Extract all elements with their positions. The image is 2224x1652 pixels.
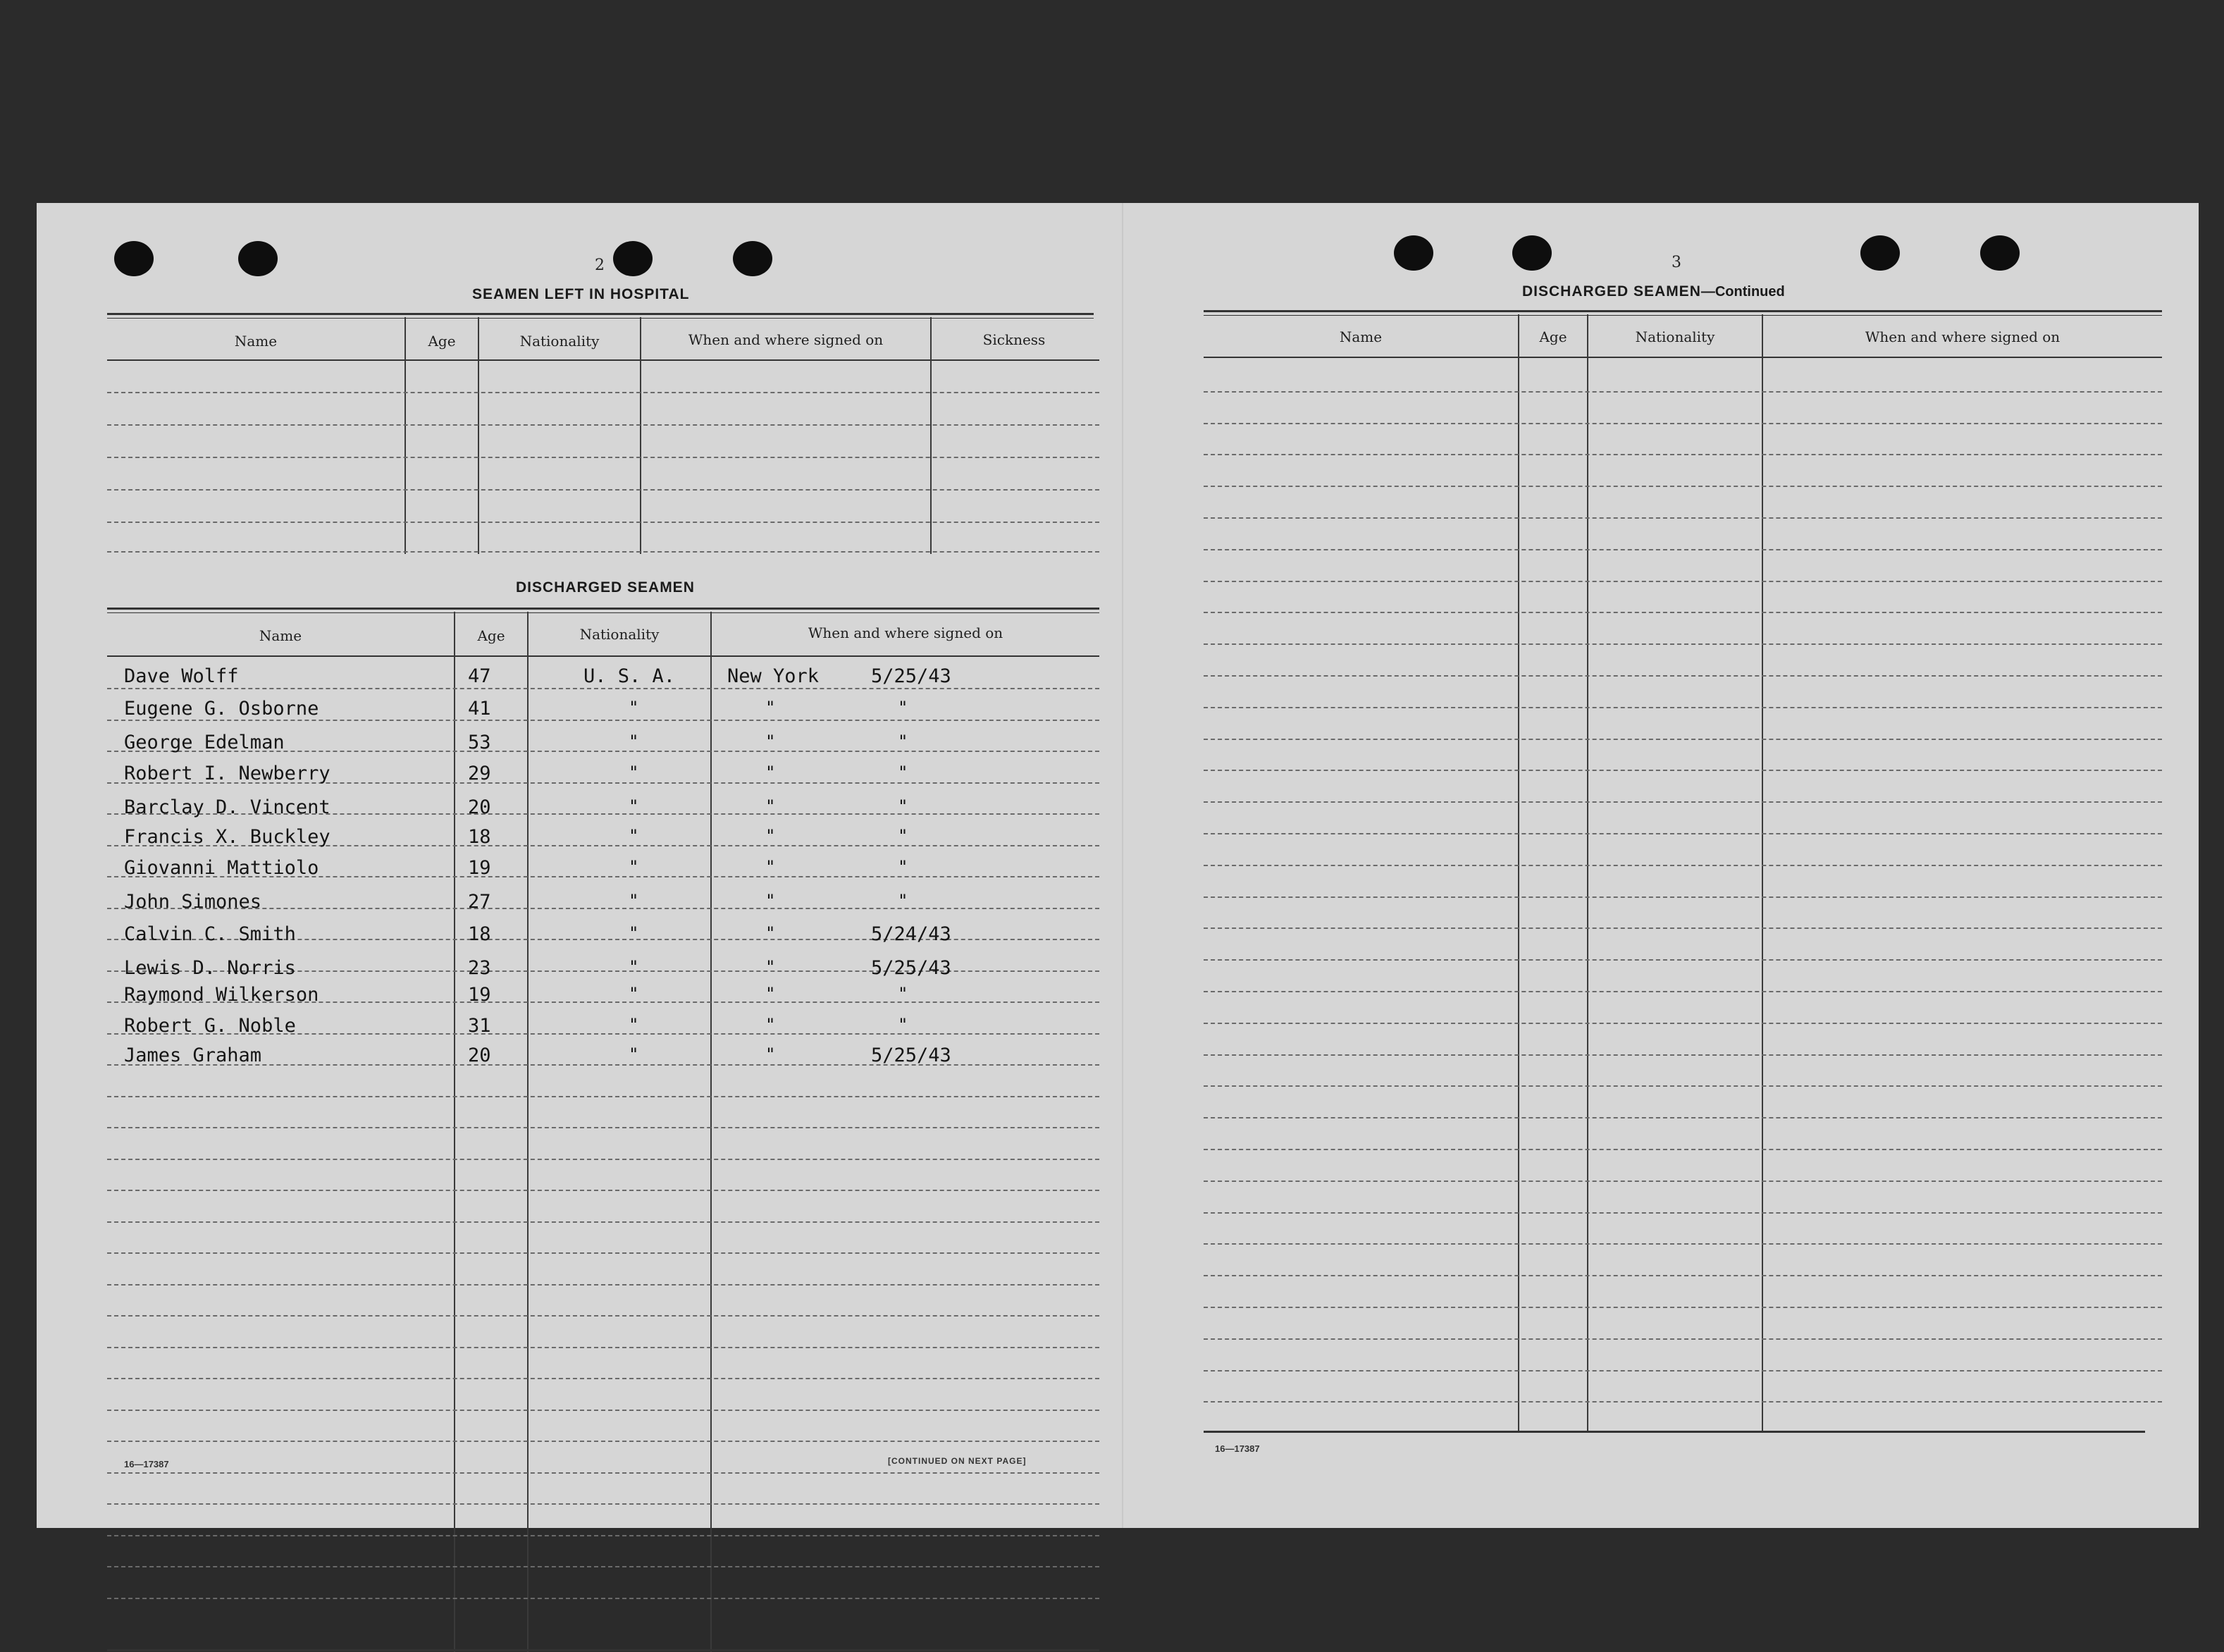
seaman-age: 19 (468, 857, 491, 879)
row-rule (1204, 391, 2162, 393)
signed-on-place: " (765, 826, 776, 846)
seaman-age: 23 (468, 957, 491, 979)
signed-on-date: 5/25/43 (871, 1044, 951, 1066)
signed-on-place: " (765, 698, 776, 717)
row-rule (107, 688, 1099, 689)
row-rule (1204, 1338, 2162, 1340)
form-number-left: 16—17387 (124, 1459, 169, 1469)
signed-on-date: " (898, 796, 908, 816)
seaman-nationality: " (629, 1044, 639, 1064)
seaman-nationality: " (629, 923, 639, 943)
signed-on-date: " (898, 732, 908, 751)
row-rule (107, 1284, 1099, 1286)
signed-on-place: " (765, 1015, 776, 1035)
row-rule (107, 1315, 1099, 1317)
row-rule (1204, 423, 2162, 424)
row-rule (107, 720, 1099, 721)
row-rule (1204, 865, 2162, 866)
seaman-age: 27 (468, 891, 491, 913)
signed-on-place: " (765, 763, 776, 782)
seaman-nationality: U. S. A. (583, 665, 676, 687)
continued-header-nationality: Nationality (1635, 328, 1715, 345)
seaman-nationality: " (629, 698, 639, 717)
ledger-spread (37, 203, 2199, 1528)
continued-header-name: Name (1339, 328, 1383, 345)
row-rule (1204, 707, 2162, 708)
signed-on-date: 5/25/43 (871, 957, 951, 979)
row-rule (1204, 833, 2162, 834)
continued-title-suffix: —Continued (1700, 284, 1785, 300)
seaman-age: 18 (468, 826, 491, 848)
seaman-age: 29 (468, 763, 491, 784)
row-rule (107, 1096, 1099, 1097)
signed-on-date: " (898, 857, 908, 877)
seaman-nationality: " (629, 891, 639, 911)
seaman-age: 41 (468, 698, 491, 720)
signed-on-place: " (765, 957, 776, 977)
seaman-age: 18 (468, 923, 491, 945)
signed-on-date: 5/25/43 (871, 665, 951, 687)
row-rule (1204, 1023, 2162, 1024)
continued-note: [CONTINUED ON NEXT PAGE] (888, 1456, 1027, 1466)
discharged-header-name: Name (259, 627, 302, 644)
seaman-age: 31 (468, 1015, 491, 1037)
signed-on-date: " (898, 763, 908, 782)
hospital-header-nationality: Nationality (519, 333, 600, 350)
punch-hole (613, 241, 653, 276)
row-rule (1204, 1054, 2162, 1056)
row-rule (107, 1221, 1099, 1223)
seaman-age: 47 (468, 665, 491, 687)
discharged-title: DISCHARGED SEAMEN (516, 579, 695, 596)
row-rule (107, 1566, 1099, 1567)
seaman-name: Dave Wolff (124, 665, 239, 687)
seaman-nationality: " (629, 763, 639, 782)
hospital-title: SEAMEN LEFT IN HOSPITAL (472, 286, 690, 302)
row-rule (107, 1410, 1099, 1411)
seaman-name: Barclay D. Vincent (124, 796, 330, 818)
signed-on-place: " (765, 891, 776, 911)
discharged-header-nationality: Nationality (579, 626, 660, 643)
row-rule (1204, 770, 2162, 771)
seaman-name: Lewis D. Norris (124, 957, 296, 979)
row-rule (1204, 1370, 2162, 1371)
form-number-right: 16—17387 (1215, 1443, 1260, 1454)
row-rule (107, 1503, 1099, 1505)
discharged-header-age: Age (477, 627, 505, 644)
seaman-name: Francis X. Buckley (124, 826, 330, 848)
seaman-name: Eugene G. Osborne (124, 698, 319, 720)
continued-title (1522, 283, 1785, 300)
row-rule (1204, 1117, 2162, 1118)
continued-title-main: DISCHARGED SEAMEN (1522, 283, 1701, 300)
seaman-name: Robert I. Newberry (124, 763, 330, 784)
row-rule (107, 1378, 1099, 1379)
row-rule (1204, 739, 2162, 740)
page-fold (1122, 203, 1123, 1528)
seaman-nationality: " (629, 957, 639, 977)
row-rule (1204, 927, 2162, 929)
seaman-age: 19 (468, 984, 491, 1006)
seaman-name: Raymond Wilkerson (124, 984, 319, 1006)
seaman-nationality: " (629, 1015, 639, 1035)
seaman-name: John Simones (124, 891, 262, 913)
signed-on-date: " (898, 826, 908, 846)
row-rule (1204, 991, 2162, 992)
hospital-header-signed-on: When and where signed on (688, 331, 884, 348)
row-rule (107, 1441, 1099, 1442)
signed-on-place: " (765, 732, 776, 751)
seaman-name: George Edelman (124, 732, 285, 753)
seaman-name: Robert G. Noble (124, 1015, 296, 1037)
signed-on-date: " (898, 1015, 908, 1035)
row-rule (1204, 549, 2162, 550)
row-rule (1204, 1181, 2162, 1182)
seaman-nationality: " (629, 796, 639, 816)
row-rule (1204, 1149, 2162, 1150)
signed-on-place: New York (727, 665, 820, 687)
row-rule (1204, 801, 2162, 803)
seaman-nationality: " (629, 826, 639, 846)
row-rule (107, 1535, 1099, 1536)
signed-on-place: " (765, 796, 776, 816)
seaman-name: Calvin C. Smith (124, 923, 296, 945)
row-rule (1204, 581, 2162, 582)
signed-on-date: 5/24/43 (871, 923, 951, 945)
row-rule (1204, 1212, 2162, 1214)
continued-header-signed-on: When and where signed on (1865, 328, 2061, 345)
row-rule (107, 1347, 1099, 1348)
seaman-nationality: " (629, 732, 639, 751)
punch-hole (114, 241, 154, 276)
hospital-header-sickness: Sickness (982, 331, 1046, 348)
row-rule (1204, 959, 2162, 961)
row-rule (1204, 1085, 2162, 1087)
signed-on-place: " (765, 857, 776, 877)
row-rule (107, 1252, 1099, 1254)
punch-hole (1980, 235, 2020, 271)
punch-hole (733, 241, 772, 276)
page-number-left: 2 (595, 257, 605, 274)
seaman-name: Giovanni Mattiolo (124, 857, 319, 879)
row-rule (1204, 612, 2162, 613)
row-rule (107, 1159, 1099, 1160)
punch-hole (1512, 235, 1552, 271)
punch-hole (1860, 235, 1900, 271)
signed-on-date: " (898, 698, 908, 717)
discharged-header-signed-on: When and where signed on (808, 624, 1003, 641)
seaman-age: 53 (468, 732, 491, 753)
signed-on-date: " (898, 984, 908, 1004)
row-rule (107, 1190, 1099, 1191)
signed-on-place: " (765, 1044, 776, 1064)
seaman-name: James Graham (124, 1044, 262, 1066)
row-rule (107, 1127, 1099, 1128)
punch-hole (238, 241, 278, 276)
row-rule (1204, 454, 2162, 455)
row-rule (1204, 643, 2162, 645)
signed-on-date: " (898, 891, 908, 911)
row-rule (1204, 896, 2162, 898)
signed-on-place: " (765, 984, 776, 1004)
continued-header-age: Age (1539, 328, 1567, 345)
signed-on-place: " (765, 923, 776, 943)
row-rule (1204, 486, 2162, 487)
seaman-nationality: " (629, 857, 639, 877)
seaman-nationality: " (629, 984, 639, 1004)
punch-hole (1394, 235, 1433, 271)
row-rule (1204, 1401, 2162, 1403)
hospital-header-name: Name (234, 333, 278, 350)
seaman-age: 20 (468, 796, 491, 818)
row-rule (1204, 1275, 2162, 1276)
row-rule (1204, 1307, 2162, 1308)
page-number-right: 3 (1672, 254, 1681, 271)
row-rule (107, 1472, 1099, 1474)
seaman-age: 20 (468, 1044, 491, 1066)
hospital-header-age: Age (428, 333, 456, 350)
row-rule (1204, 517, 2162, 519)
row-rule (1204, 1243, 2162, 1245)
row-rule (107, 1598, 1099, 1599)
row-rule (1204, 675, 2162, 677)
